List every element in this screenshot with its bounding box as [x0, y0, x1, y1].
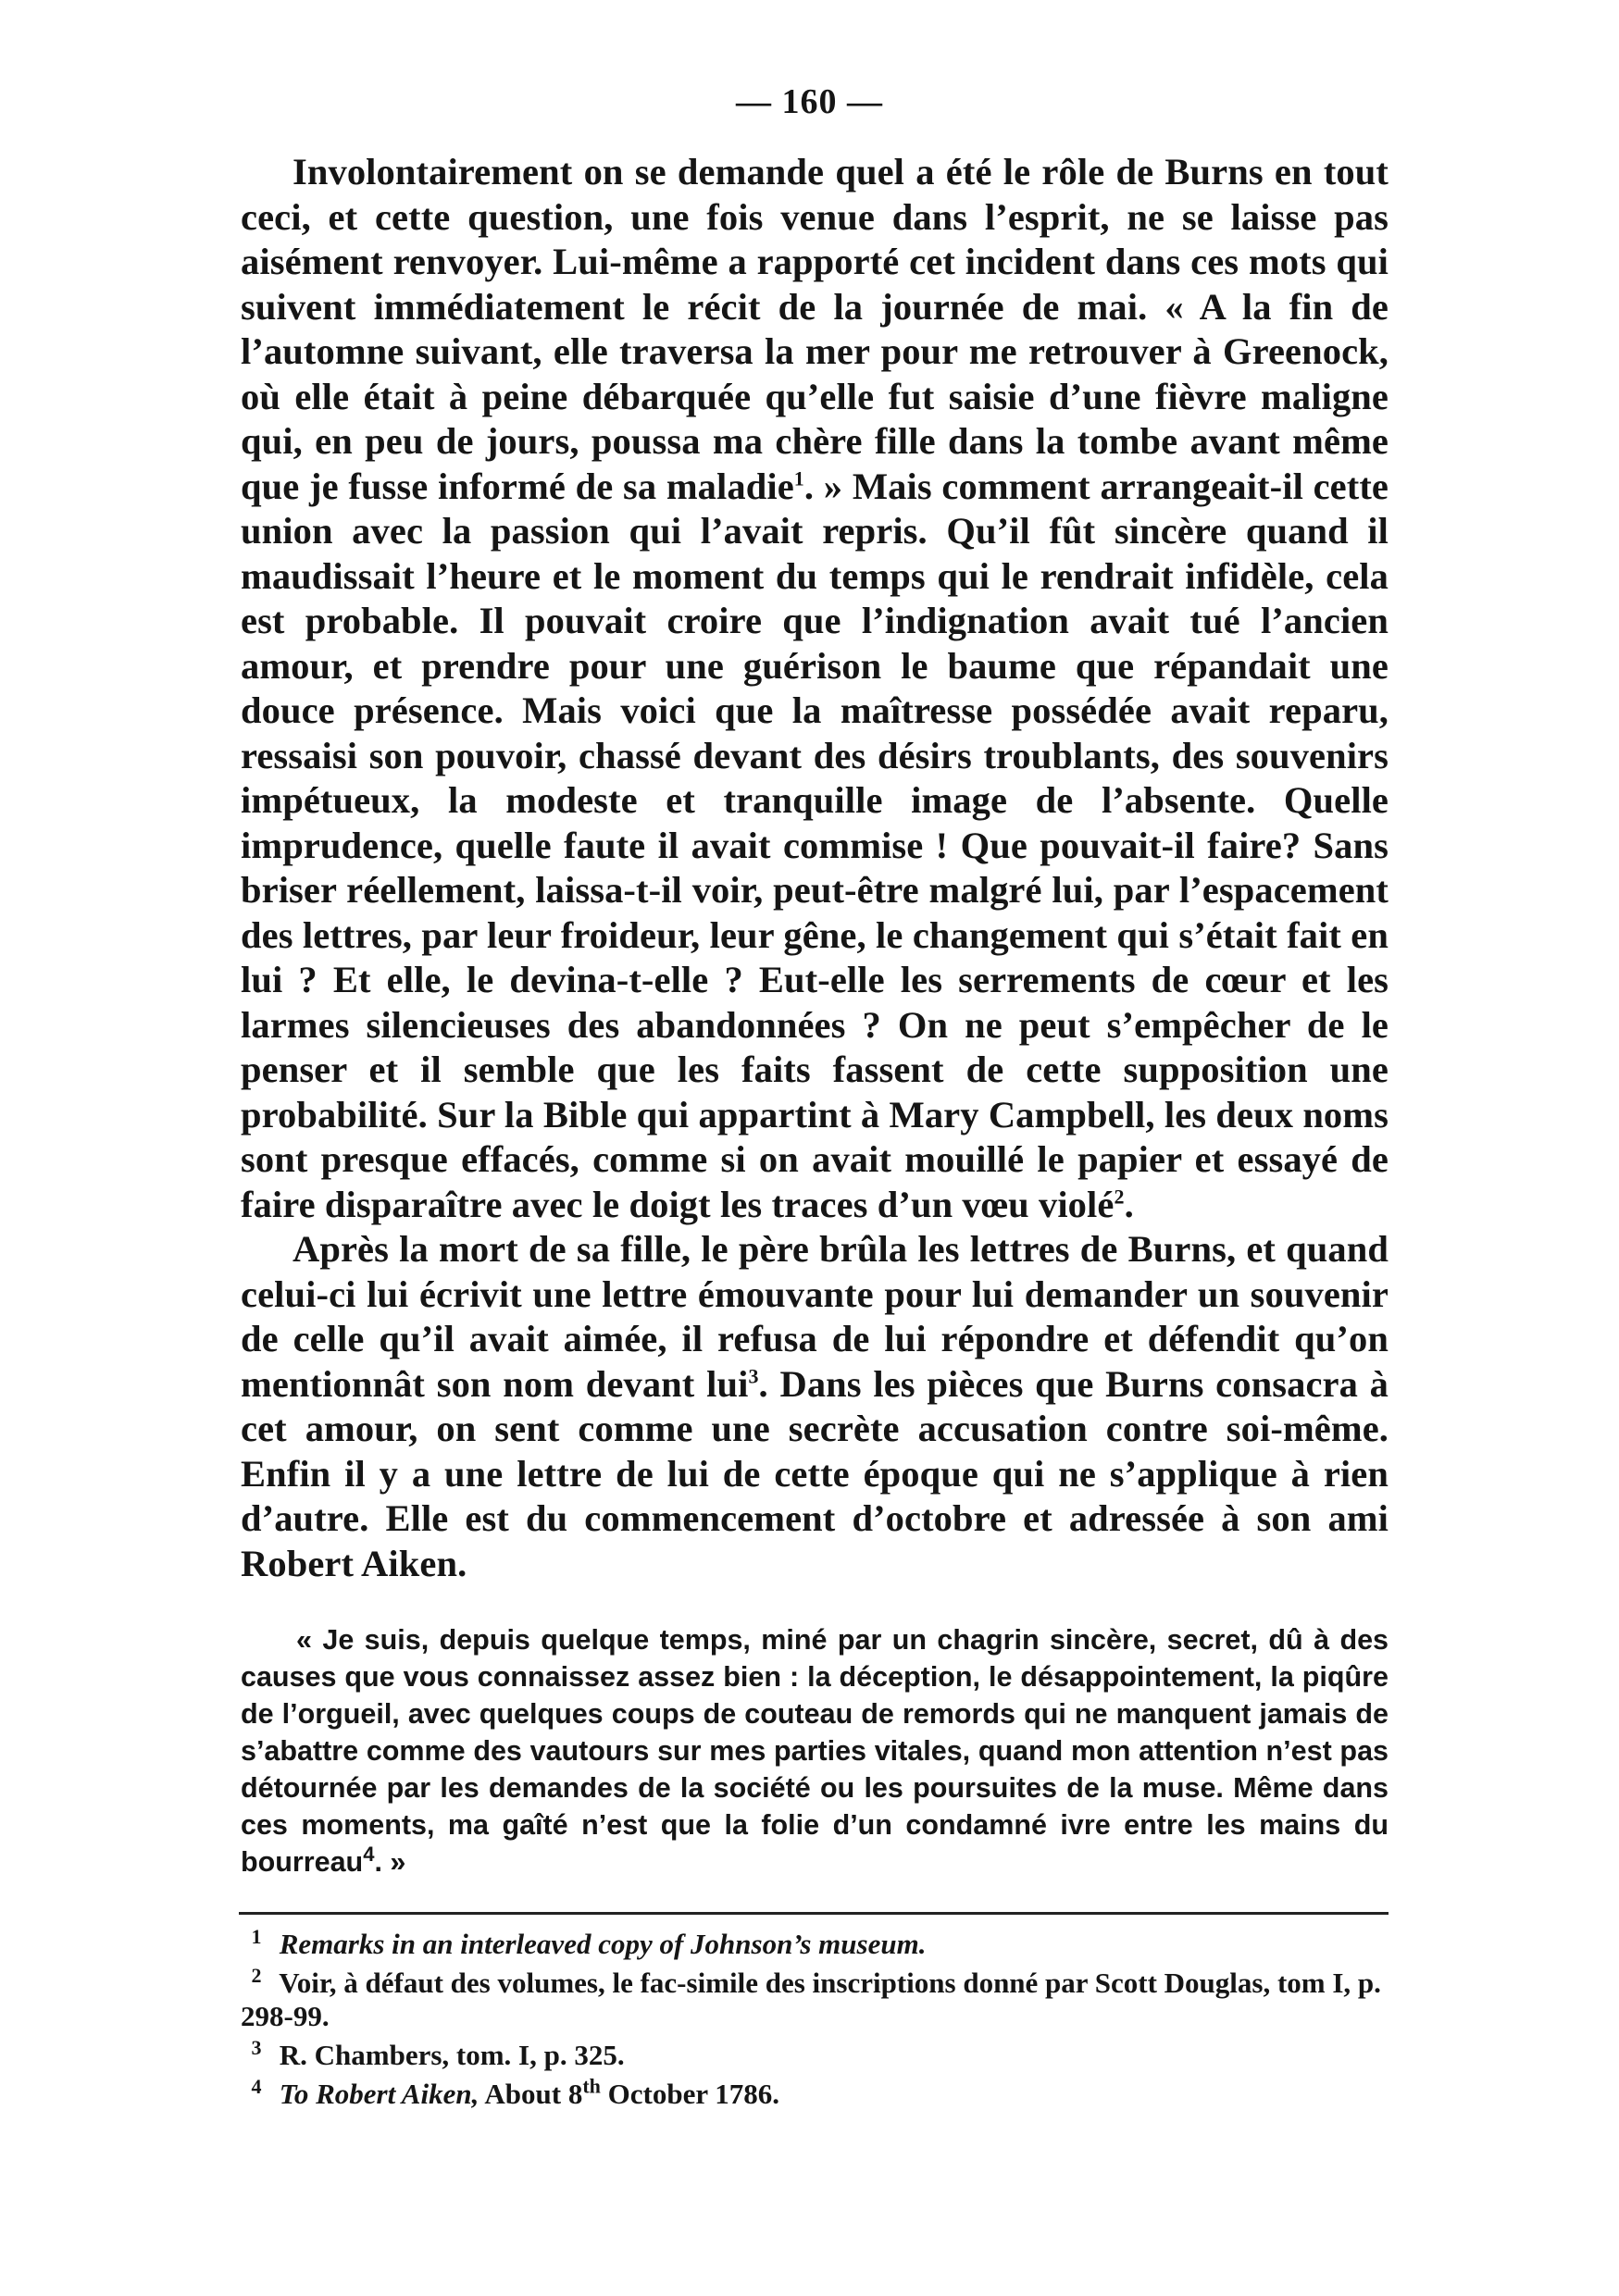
- block-quote: [241, 1621, 1389, 1880]
- footnote-ref: 2: [1114, 1185, 1125, 1208]
- footnote-divider: [239, 1912, 1389, 1915]
- footnote-text: Voir, à défaut des volumes, le fac-simile des inscriptions donné par Scott Douglas, tom I, p. 298-99.: [241, 1967, 1381, 2032]
- footnote: 3 R. Chambers, tom. I, p. 325.: [251, 2035, 625, 2071]
- footnote-italic: To Robert Aiken,: [279, 2078, 479, 2110]
- main-text: [241, 150, 1389, 1586]
- footnote-text: October 1786.: [600, 2078, 780, 2110]
- quote-close: . »: [374, 1846, 406, 1878]
- footnote: 4 To Robert Aiken, About 8th October 1786.: [251, 2074, 780, 2110]
- paragraph-text: Après la mort de sa fille, le père brûla les lettres de Burns, et quand celui-ci lui écrivit une lettre émouvante pour lui demander un souvenir de celle qu’il avait aimée, il refusa de lui répondre et défendit qu’on mentionnât son nom devant lui: [241, 1228, 1389, 1405]
- footnote-italic: Remarks in an interleaved copy of Johnson’s museum.: [279, 1928, 927, 1960]
- paragraph-text: . » Mais comment arrangeait-il cette union avec la passion qui l’avait repris. Qu’il fût sincère quand il maudissait l’heure et le moment du temps qui le rendrait infidèle, cela est probable. Il pouvait croire que l’indignation avait tué l’ancien amour, et prendre pour une guérison le baume que répandait une douce présence. Mais voici que la maîtresse possédée avait reparu, ressaisi son pouvoir, chassé devant des désirs troublants, des souvenirs impétueux, la modeste et tranquille image de l’absente. Quelle imprudence, quelle faute il avait commise ! Que pouvait-il faire? Sans briser réellement, laissa-t-il voir, peut-être malgré lui, par l’espacement des lettres, par leur froideur, leur gêne, le changement qui s’était fait en lui ? Et elle, le devina-t-elle ? Eut-elle les serrements de cœur et les larmes silencieuses des abandonnées ? On ne peut s’empêcher de le penser et il semble que les faits fassent de cette supposition une probabilité. Sur la Bible qui appartint à Mary Campbell, les deux noms sont presque effacés, comme si on avait mouillé le papier et essayé de faire disparaître avec le doigt les traces d’un vœu violé: [241, 465, 1389, 1225]
- paragraph: [241, 1227, 1389, 1586]
- page-number: — 160 —: [736, 82, 883, 121]
- paragraph-text: . Dans les pièces que Burns consacra à cet amour, on sent comme une secrète accusation contre soi-même. Enfin il y a une lettre de lui de cette époque qui ne s’applique à rien d’autre. Elle est du commencement d’octobre et adressée à son ami Robert Aiken.: [241, 1362, 1389, 1584]
- paragraph-text: .: [1124, 1183, 1134, 1225]
- paragraph-text: Involontairement on se demande quel a été le rôle de Burns en tout ceci, et cette question, une fois venue dans l’esprit, ne se laisse pas aisément renvoyer. Lui-même a rapporté cet incident dans ces mots qui suivent immédiatement le récit de la journée de mai. « A la fin de l’automne suivant, elle traversa la mer pour me retrouver à Greenock, où elle était à peine débarquée qu’elle fut saisie d’une fièvre maligne qui, en peu de jours, poussa ma chère fille dans la tombe avant même que je fusse informé de sa maladie: [241, 151, 1389, 507]
- footnote-ref: 3: [748, 1364, 759, 1387]
- footnote-superscript: th: [582, 2074, 601, 2098]
- footnote-text: About 8: [479, 2078, 583, 2110]
- footnote: 1 Remarks in an interleaved copy of Johnson’s museum.: [251, 1924, 927, 1960]
- footnotes: [241, 1924, 1389, 2116]
- footnote-ref: 4: [363, 1842, 375, 1866]
- footnote-text: R. Chambers, tom. I, p. 325.: [279, 2039, 625, 2071]
- quote-text: « Je suis, depuis quelque temps, miné par un chagrin sincère, secret, dû à des causes que vous connaissez assez bien : la déception, le désappointement, la piqûre de l’orgueil, avec quelques coups de couteau de remords qui ne manquent jamais de s’abattre comme des vautours sur mes parties vitales, quand mon attention n’est pas détournée par les demandes de la société ou les poursuites de la muse. Même dans ces moments, ma gaîté n’est que la folie d’un condamné ivre entre les mains du bourreau: [241, 1624, 1389, 1878]
- paragraph: [241, 150, 1389, 1227]
- footnote-ref: 1: [793, 466, 804, 490]
- footnote: 2 Voir, à défaut des volumes, le fac-simile des inscriptions donné par Scott Douglas, tom I, p. 298-99.: [241, 1963, 1381, 2032]
